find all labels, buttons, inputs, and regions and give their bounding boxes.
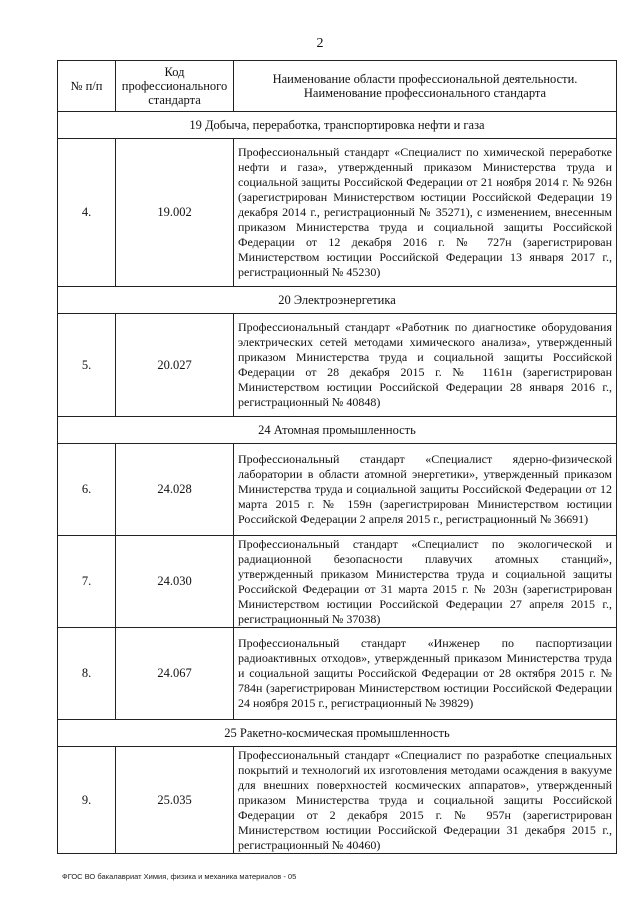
standard-code: 24.030 [116,536,234,628]
header-name-line2: Наименование профессионального стандарта [303,86,547,100]
section-row [58,417,617,444]
table-row [58,536,617,628]
header-num: № п/п [58,61,116,112]
standard-description: Профессиональный стандарт «Специалист ядерно-физической лаборатории в области атомной энергетики», утвержденный приказом Министерства труда и социальной защиты Российской Федерации от 12 марта 2015 г. № 159н (зарегистрирован Министерством юстиции Российской Федерации 2 апреля 2015 г., регистрационный № 36691) [234,444,617,536]
table-row [58,314,617,417]
section-title: 20 Электроэнергетика [58,287,617,314]
standard-code: 19.002 [116,139,234,287]
row-number: 8. [58,628,116,720]
header-name-line1: Наименование области профессиональной деятельности. [272,72,578,86]
standard-description: Профессиональный стандарт «Специалист по химической переработке нефти и газа», утвержденный приказом Министерства труда и социальной защиты Российской Федерации от 21 ноября 2014 г. № 926н (зарегистрирован Министерством юстиции Российской Федерации 19 декабря 2014 г., регистрационный № 35271), с изменением, внесенным приказом Министерства труда и социальной защиты Российской Федерации от 12 декабря 2016 г. № 727н (зарегистрирован Министерством юстиции Российской Федерации 13 января 2017 г., регистрационный № 45230) [234,139,617,287]
row-number: 7. [58,536,116,628]
standard-description: Профессиональный стандарт «Инженер по паспортизации радиоактивных отходов», утвержденный приказом Министерства труда и социальной защиты Российской Федерации от 28 октября 2015 г. № 784н (зарегистрирован Министерством юстиции Российской Федерации 24 ноября 2015 г., регистрационный № 39829) [234,628,617,720]
row-number: 4. [58,139,116,287]
standard-description: Профессиональный стандарт «Специалист по разработке специальных покрытий и технологий их изготовления методами осаждения в вакууме для внешних поверхностей космических аппаратов», утвержденный приказом Министерства труда и социальной защиты Российской Федерации от 2 декабря 2015 г. № 957н (зарегистрирован Министерством юстиции Российской Федерации 31 декабря 2015 г., регистрационный № 40460) [234,747,617,854]
standard-description: Профессиональный стандарт «Специалист по экологической и радиационной безопасности плавучих атомных станций», утвержденный приказом Министерства труда и социальной защиты Российской Федерации от 31 марта 2015 г. № 203н (зарегистрирован Министерством юстиции Российской Федерации 27 апреля 2015 г., регистрационный № 37038) [234,536,617,628]
document-footer: ФГОС ВО бакалавриат Химия, физика и механика материалов - 05 [62,872,297,881]
professional-standards-table [57,60,617,854]
row-number: 9. [58,747,116,854]
page-number: 2 [316,36,324,51]
header-code: Код профессионального стандарта [116,61,234,112]
table-row [58,628,617,720]
standard-code: 20.027 [116,314,234,417]
standard-code: 24.067 [116,628,234,720]
table-header-row [58,61,617,112]
section-title: 24 Атомная промышленность [58,417,617,444]
section-row [58,720,617,747]
section-title: 19 Добыча, переработка, транспортировка нефти и газа [58,112,617,139]
standard-code: 24.028 [116,444,234,536]
header-name [234,61,617,112]
table-row [58,139,617,287]
section-row [58,287,617,314]
section-row [58,112,617,139]
row-number: 5. [58,314,116,417]
section-title: 25 Ракетно-космическая промышленность [58,720,617,747]
standard-code: 25.035 [116,747,234,854]
table-row [58,444,617,536]
standard-description: Профессиональный стандарт «Работник по диагностике оборудования электрических сетей методами химического анализа», утвержденный приказом Министерства труда и социальной защиты Российской Федерации от 28 декабря 2015 г. № 1161н (зарегистрирован Министерством юстиции Российской Федерации 28 января 2016 г., регистрационный № 40848) [234,314,617,417]
row-number: 6. [58,444,116,536]
table-row [58,747,617,854]
